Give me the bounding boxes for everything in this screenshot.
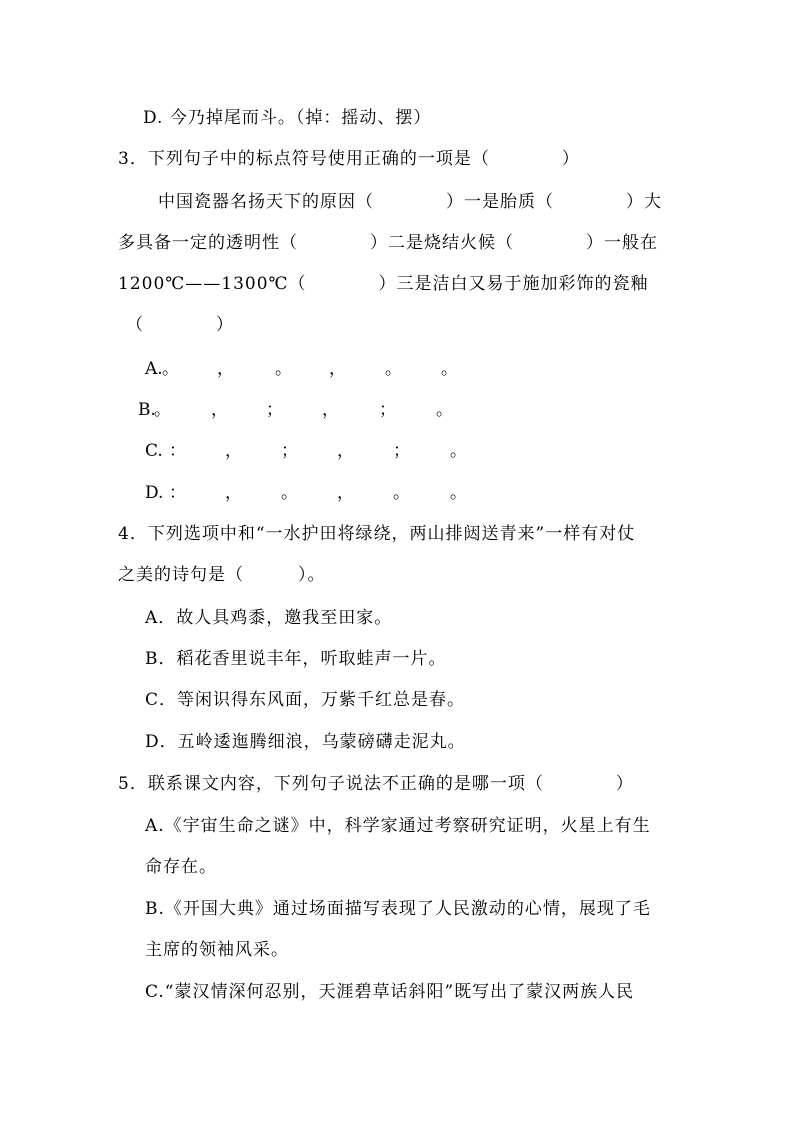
q3-option-d-label: D. [145,483,164,503]
q3-option-c-mark-5: ； [393,441,410,461]
q3-option-c-mark-3: ； [281,441,298,461]
q3-option-a-mark-1: 。 [162,359,179,379]
q3-option-b-mark-1: 。 [154,400,171,420]
q3-option-d-mark-5: 。 [393,483,410,503]
q3-option-a-label: A. [145,359,163,379]
q5-option-c-line-1: C.“蒙汉情深何忍别，天涯碧草话斜阳”既写出了蒙汉两族人民 [145,982,635,1002]
q3-option-b-mark-5: ； [379,400,396,420]
q3-option-d-mark-4: ， [337,483,354,503]
q4-stem-line-1: 4．下列选项中和“一水护田将绿绕，两山排闼送青来”一样有对仗 [118,524,636,544]
q4-option-a: A．故人具鸡黍，邀我至田家。 [145,608,393,628]
q3-passage-line-2: 多具备一定的透明性（ ）二是烧结火候（ ）一般在 [118,233,658,253]
q3-option-c-label: C. [145,441,163,461]
q5-option-a-line-1: A.《宇宙生命之谜》中，科学家通过考察研究证明，火星上有生 [145,816,651,836]
q3-passage-line-3: 1200℃——1300℃（ ）三是洁白又易于施加彩饰的瓷釉 [118,274,649,294]
q3-option-d-mark-2: ， [225,483,242,503]
q3-option-a-mark-4: ， [329,359,346,379]
q3-option-a-mark-5: 。 [385,359,402,379]
q5-option-b-line-2: 主席的领袖风采。 [145,940,289,960]
q5-option-a-line-2: 命存在。 [145,857,217,877]
q3-stem: 3．下列句子中的标点符号使用正确的一项是（ ） [118,149,580,169]
q3-option-a-mark-6: 。 [441,359,458,379]
q3-option-d [145,481,485,505]
q3-option-d-mark-3: 。 [281,483,298,503]
q3-option-b-mark-6: 。 [436,400,453,420]
q3-option-c-mark-4: ， [337,441,354,461]
q3-option-b [138,398,478,422]
q3-option-b-mark-4: ， [322,400,339,420]
q3-option-c [145,439,485,463]
q3-option-a-mark-3: 。 [275,359,292,379]
q3-option-c-mark-1: ： [169,441,186,461]
q4-option-c: C．等闲识得东风面，万紫千红总是春。 [145,690,466,710]
q4-stem-line-2: 之美的诗句是（ ）。 [118,565,326,585]
q3-option-a [145,357,485,381]
q4-option-b: B．稻花香里说丰年，听取蛙声一片。 [145,649,447,669]
q3-passage-line-1: 中国瓷器名扬天下的原因（ ）一是胎质（ ）大 [158,192,662,212]
q3-option-a-mark-2: ， [217,359,234,379]
prev-option-d: D. 今乃掉尾而斗。（掉：摇动、摆） [143,108,432,128]
q3-option-c-mark-6: 。 [450,441,467,461]
q3-option-d-mark-1: ： [169,483,186,503]
q3-passage-line-4: （ ） [126,315,234,335]
q3-option-b-label: B. [138,400,156,420]
q3-option-b-mark-3: ； [266,400,283,420]
q3-option-c-mark-2: ， [225,441,242,461]
q4-option-d: D．五岭逶迤腾细浪，乌蒙磅礴走泥丸。 [145,732,466,752]
q3-option-b-mark-2: ， [211,400,228,420]
q5-stem: 5．联系课文内容，下列句子说法不正确的是哪一项（ ） [118,774,634,794]
q5-option-b-line-1: B.《开国大典》通过场面描写表现了人民激动的心情，展现了毛 [145,899,651,919]
q3-option-d-mark-6: 。 [450,483,467,503]
